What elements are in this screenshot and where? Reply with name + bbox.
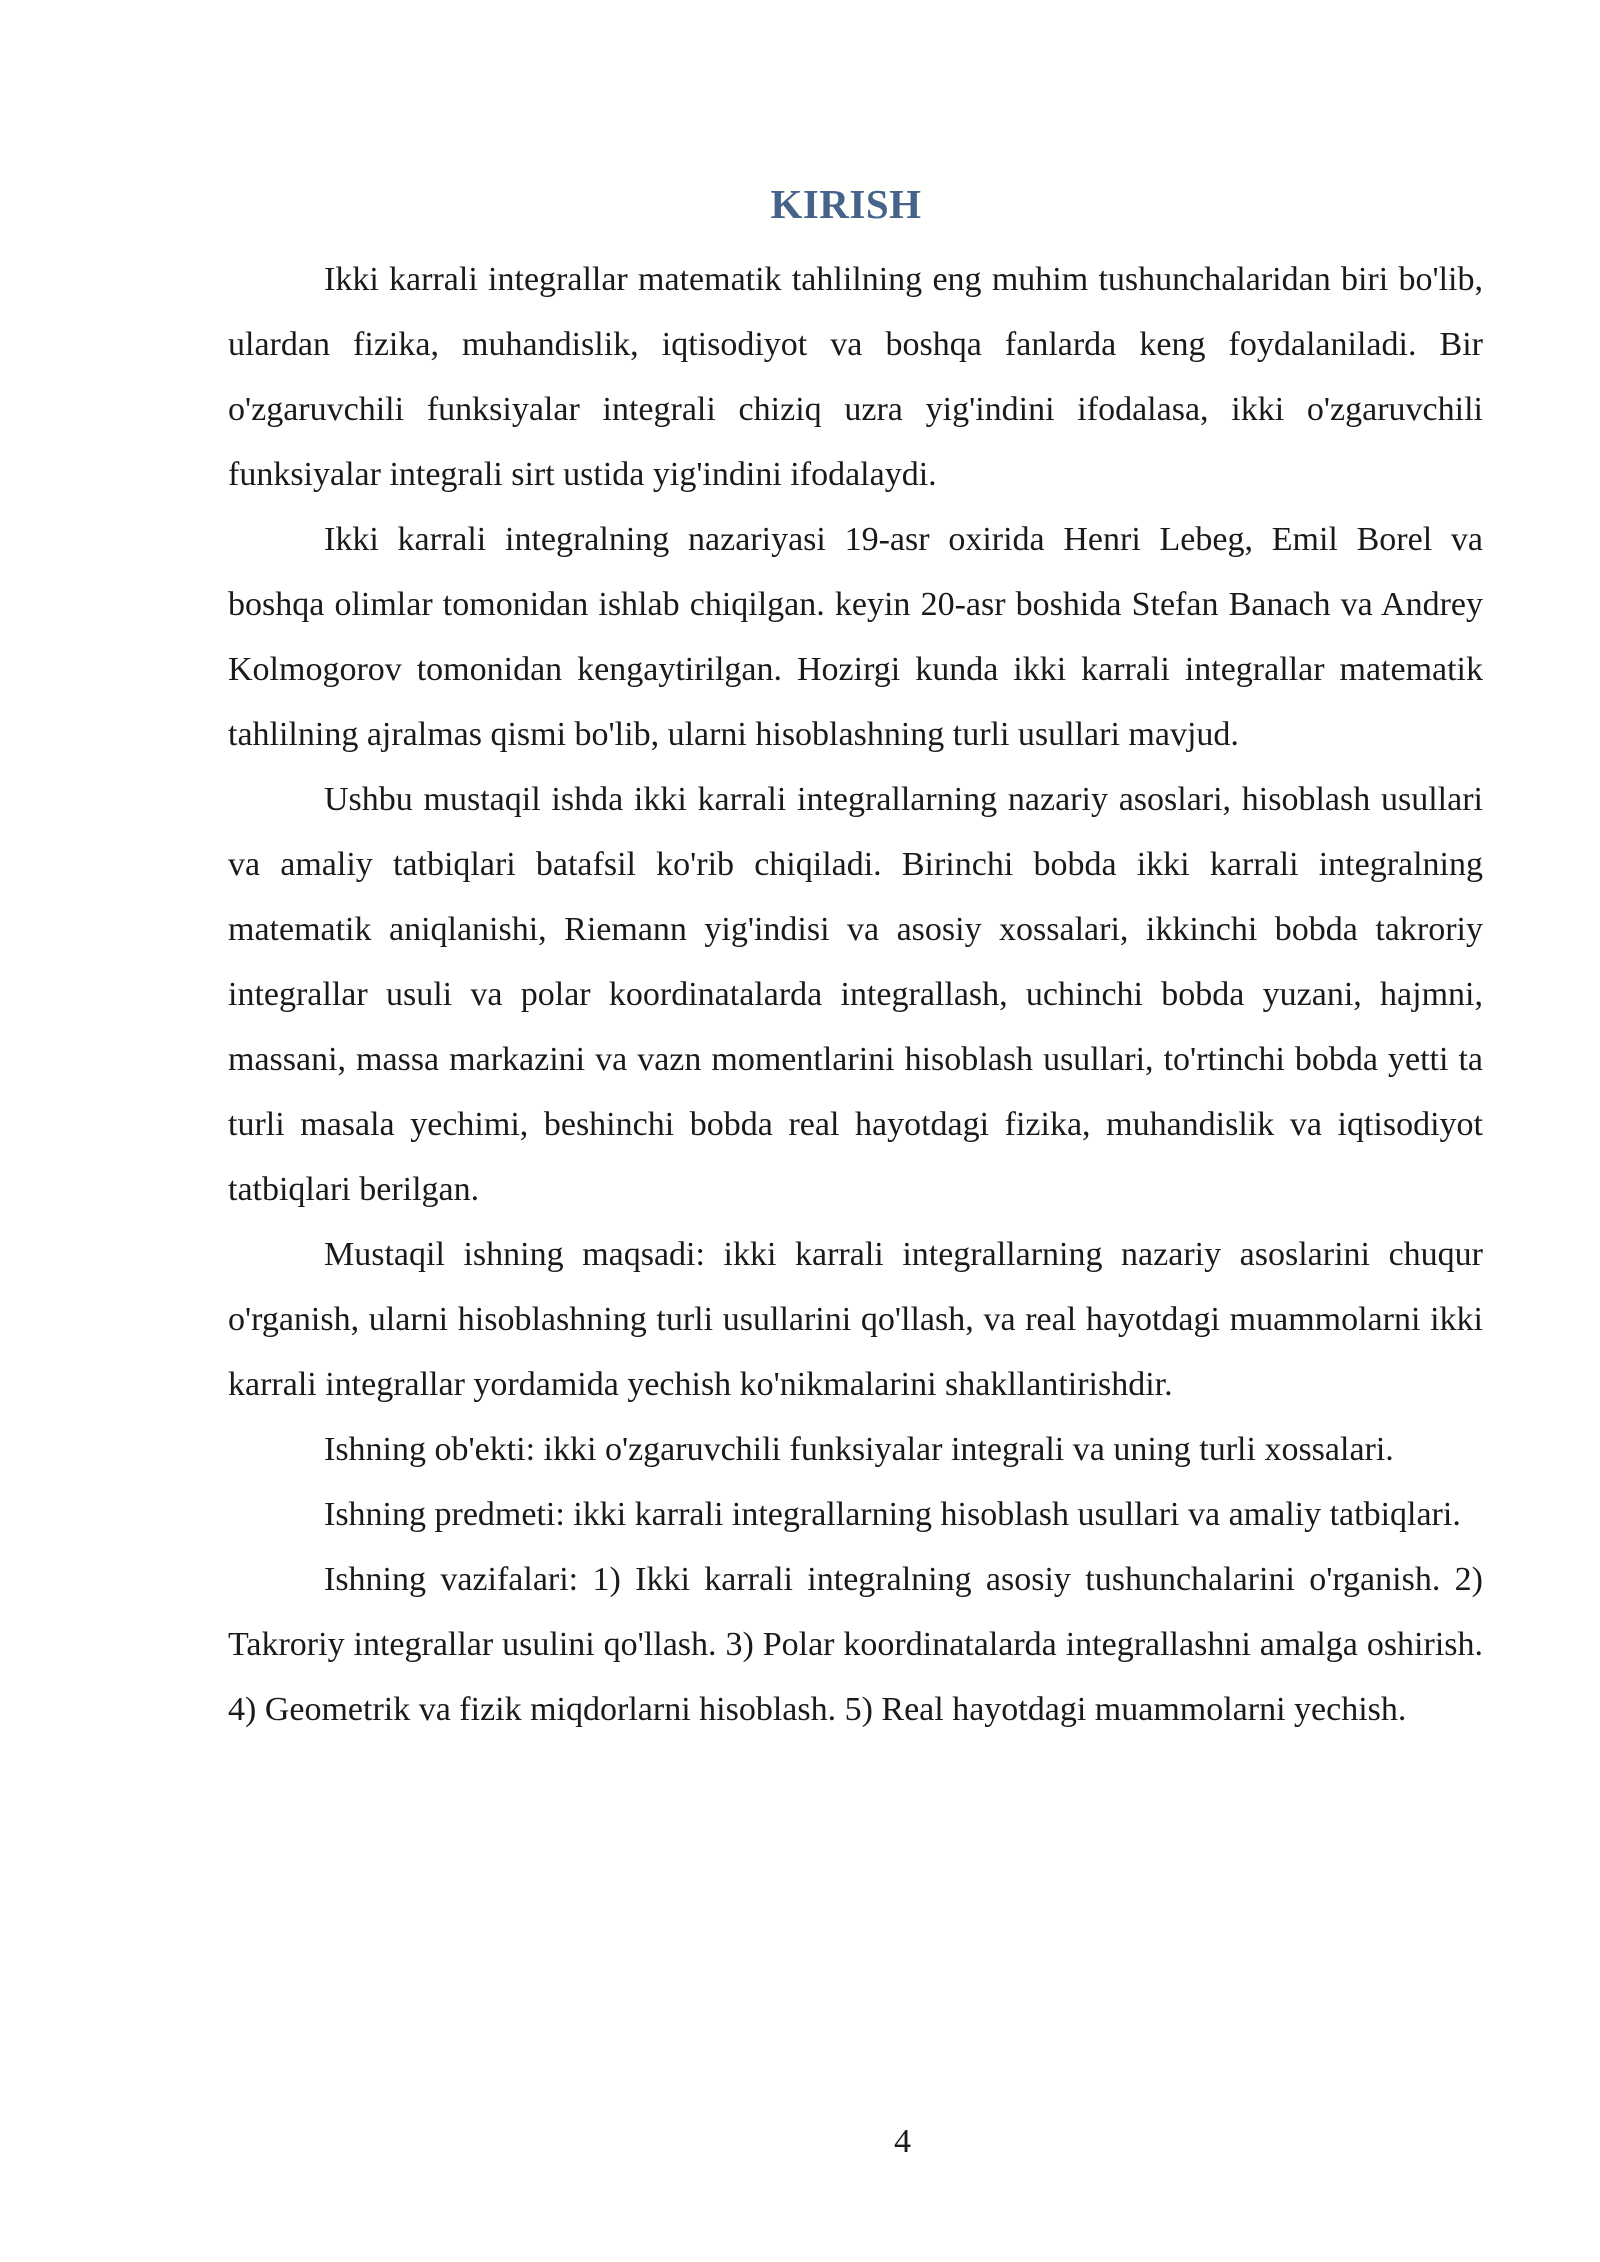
body-text (228, 247, 1483, 1742)
paragraph-goal: Mustaqil ishning maqsadi: ikki karrali integrallarning nazariy asoslarini chuqur o'rganish, ularni hisoblashning turli usullarini qo'llash, va real hayotdagi muammolarni ikki karrali integrallar yordamida yechish ko'nikmalarini shakllantirishdir. (228, 1236, 1483, 1403)
paragraph-structure: Ushbu mustaqil ishda ikki karrali integrallarning nazariy asoslari, hisoblash usullari va amaliy tatbiqlari batafsil ko'rib chiqiladi. Birinchi bobda ikki karrali integralning matematik aniqlanishi, Riemann yig'indisi va asosiy xossalari, ikkinchi bobda takroriy integrallar usuli va polar koordinatalarda integrallash, uchinchi bobda yuzani, hajmni, massani, massa markazini va vazn momentlarini hisoblash usullari, to'rtinchi bobda yetti ta turli masala yechimi, beshinchi bobda real hayotdagi fizika, muhandislik va iqtisodiyot tatbiqlari berilgan. (228, 781, 1483, 1208)
paragraph-tasks: Ishning vazifalari: 1) Ikki karrali integralning asosiy tushunchalarini o'rganish. 2) Takroriy integrallar usulini qo'llash. 3) Polar koordinatalarda integrallashni amalga oshirish. 4) Geometrik va fizik miqdorlarni hisoblash. 5) Real hayotdagi muammolarni yechish. (228, 1561, 1483, 1728)
page-title: KIRISH (770, 181, 922, 228)
paragraph-object: Ishning ob'ekti: ikki o'zgaruvchili funksiyalar integrali va uning turli xossalari. (324, 1431, 1394, 1468)
paragraph-subject: Ishning predmeti: ikki karrali integrallarning hisoblash usullari va amaliy tatbiqlari. (324, 1496, 1461, 1533)
page-number: 4 (894, 2123, 911, 2160)
paragraph-history: Ikki karrali integralning nazariyasi 19-asr oxirida Henri Lebeg, Emil Borel va boshqa olimlar tomonidan ishlab chiqilgan. keyin 20-asr boshida Stefan Banach va Andrey Kolmogorov tomonidan kengaytirilgan. Hozirgi kunda ikki karrali integrallar matematik tahlilning ajralmas qismi bo'lib, ularni hisoblashning turli usullari mavjud. (228, 521, 1483, 753)
paragraph-intro: Ikki karrali integrallar matematik tahlilning eng muhim tushunchalaridan biri bo'lib, ulardan fizika, muhandislik, iqtisodiyot va boshqa fanlarda keng foydalaniladi. Bir o'zgaruvchili funksiyalar integrali chiziq uzra yig'indini ifodalasa, ikki o'zgaruvchili funksiyalar integrali sirt ustida yig'indini ifodalaydi. (228, 261, 1483, 493)
